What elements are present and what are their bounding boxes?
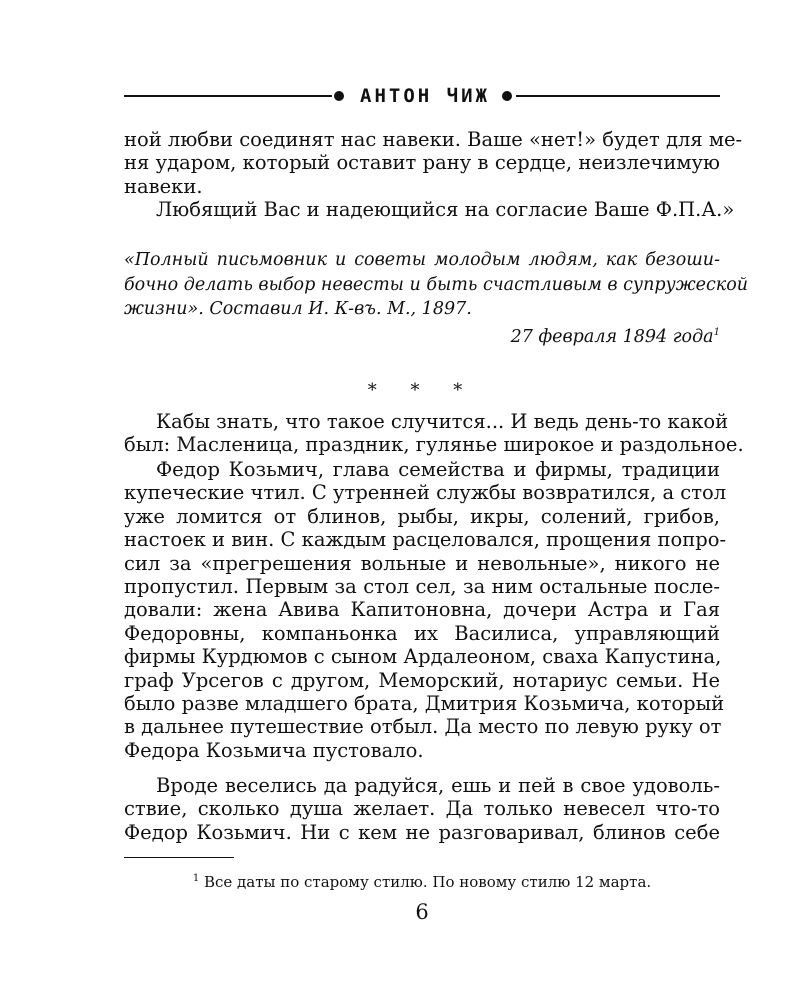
dateline [124,325,720,350]
text-line: ня ударом, который оставит рану в сердце, неизлечимую [124,151,720,175]
section-separator: * * * [367,380,477,401]
text-line: фирмы Курдюмов с сыном Ардалеоном, сваха Капустина, [124,645,722,669]
citation-line: бочно делать выбор невесты и быть счастливым в супружеской [124,274,749,295]
letter-text [124,128,743,198]
text-line: Кабы знать, что такое случится... И ведь день-то какой [156,410,729,433]
citation-line: «Полный письмовник и советы молодым людям, как безоши- [124,250,720,270]
running-header [124,84,720,108]
text-line: навеки. [124,174,203,198]
text-line: было разве младшего брата, Дмитрия Козьмича, который [124,692,725,716]
footnote-mark: 1 [192,873,200,884]
header-rule-left [124,95,332,97]
footnote-ref[interactable]: 1 [713,327,720,339]
text-line: ствие, сколько душа желает. Да только невесел что-то [124,797,720,821]
citation [124,248,749,322]
text-line: Федор Козьмич, глава семейства и фирмы, традиции [156,458,720,481]
dateline-text: 27 февраля 1894 года [510,327,714,347]
text-line: довали: жена Авива Капитоновна, дочери Астра и Гая [124,598,720,622]
text-line: купеческие чтил. С утренней службы возвратился, а стол [124,481,727,505]
text-line: настоек и вин. С каждым расцеловался, прощения попро- [124,528,727,552]
text-line: Федор Козьмич. Ни с кем не разговаривал, блинов себе [124,820,720,844]
footnote-divider [124,857,234,858]
text-line: граф Урсегов с другом, Меморский, нотариус семьи. Не [124,668,720,692]
text-line: Федора Козьмича пустовало. [124,738,424,762]
paragraph-1 [124,410,744,457]
text-line: в дальнее путешествие отбыл. Да место по левую руку от [124,715,722,739]
letter-signature [124,198,735,221]
page-number: 6 [415,900,429,924]
text-line: сил за «прегрешения вольные и невольные», никого не [124,551,720,575]
footnote-text: Все даты по старому стилю. По новому стилю 12 марта. [199,873,652,891]
text-line: уже ломится от блинов, рыбы, икры, солений, грибов, [124,504,720,528]
footnote [124,872,720,892]
author-name: АНТОН ЧИЖ [360,85,490,107]
paragraph-3 [124,774,720,844]
text-line: был: Масленица, праздник, гулянье широкое и раздольное. [124,433,744,457]
signature-line: Любящий Вас и надеющийся на согласие Ваше Ф.П.А.» [156,198,735,221]
header-dot-right-icon [502,91,512,101]
text-line: пропустил. Первым за стол сел, за ним остальные после- [124,575,720,599]
text-line: Федоровны, компаньонка их Василиса, управляющий [124,621,720,645]
text-line: Вроде веселись да радуйся, ешь и пей в свое удоволь- [156,774,720,797]
paragraph-2 [124,458,727,762]
header-dot-left-icon [334,91,344,101]
header-rule-right [516,95,720,97]
citation-line: жизни». Составил И. К-въ. М., 1897. [124,299,472,319]
text-line: ной любви соединят нас навеки. Ваше «нет!» будет для ме- [124,128,743,151]
